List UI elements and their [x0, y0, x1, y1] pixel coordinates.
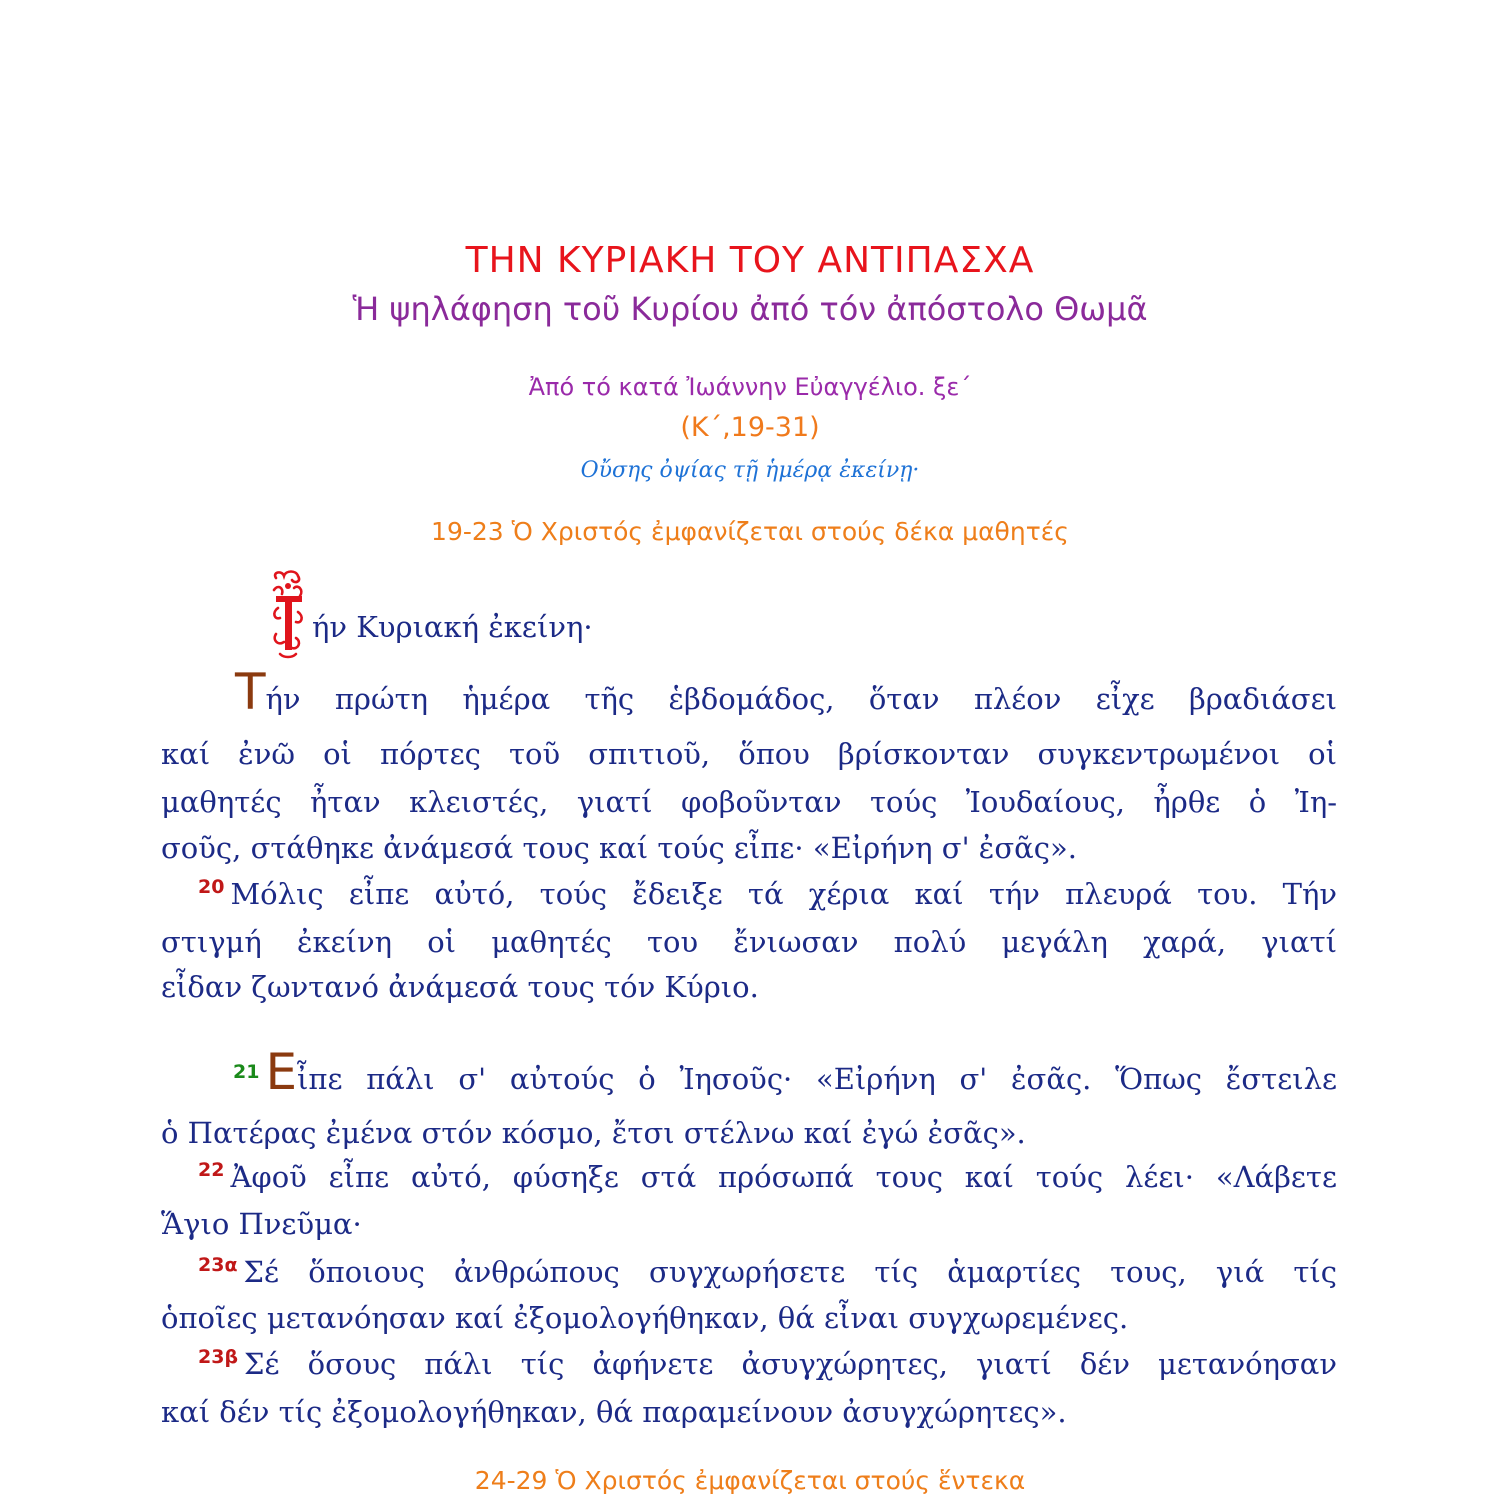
verse-19-line-2: καί ἐνῶ οἱ πόρτες τοῦ σπιτιοῦ, ὅπου βρίσκονταν συγκεντρωμένοι οἱ	[161, 737, 1337, 771]
verse-number-20: 20	[198, 876, 225, 898]
section-heading-24-29: 24-29 Ὁ Χριστός ἐμφανίζεται στούς ἕντεκα	[474, 1466, 1026, 1495]
verse-20-line-2: στιγμή ἐκείνη οἱ μαθητές του ἔνιωσαν πολύ μεγάλη χαρά, γιατί	[161, 925, 1337, 959]
dropcap-tau: Τ	[235, 663, 266, 721]
verse-21-line-1: $^{21}$ Εἶπε πάλι σ' αὐτούς ὁ Ἰησοῦς· «Εἰρήνη σ' ἐσᾶς. Ὅπως ἔστειλε	[233, 1043, 1337, 1101]
dropcap-epsilon: Ε	[265, 1043, 298, 1101]
verse-20-line-1: $^{20}$ Μόλις εἶπε αὐτό, τούς ἔδειξε τά χέρια καί τήν πλευρά του. Τήν	[198, 876, 1337, 911]
verse-23a-line-1: $^{23\alpha}$ Σέ ὅποιους ἀνθρώπους συγχωρήσετε τίς ἁμαρτίες τους, γιά τίς	[198, 1254, 1337, 1289]
opening-line-text: ήν Κυριακή ἐκείνη·	[312, 610, 593, 644]
verse-20-line-3: εἶδαν ζωντανό ἀνάμεσά τους τόν Κύριο.	[161, 970, 759, 1004]
verse-19-line-4: σοῦς, στάθηκε ἀνάμεσά τους καί τούς εἶπε· «Εἰρήνη σ' ἐσᾶς».	[161, 831, 1077, 865]
verse-number-22: 22	[198, 1159, 225, 1181]
verse-21-line-2: ὁ Πατέρας ἐμένα στόν κόσμο, ἔτσι στέλνω καί ἐγώ ἐσᾶς».	[161, 1116, 1026, 1150]
verse-23b-line-2: καί δέν τίς ἐξομολογήθηκαν, θά παραμείνουν ἀσυγχώρητες».	[161, 1395, 1067, 1429]
verse-22-line-2: Ἅγιο Πνεῦμα·	[161, 1207, 362, 1241]
incipit: Οὔσης ὀψίας τῇ ἡμέρᾳ ἐκείνῃ·	[580, 458, 920, 483]
verse-number-21: 21	[233, 1061, 260, 1083]
verse-23a-line-2: ὁποῖες μετανόησαν καί ἐξομολογήθηκαν, θά εἶναι συγχωρεμένες.	[161, 1301, 1129, 1335]
verse-19-line-1: Τήν πρώτη ἡμέρα τῆς ἑβδομάδος, ὅταν πλέον εἶχε βραδιάσει	[235, 663, 1337, 721]
verse-23b-line-1: $^{23\beta}$ Σέ ὅσους πάλι τίς ἀφήνετε ἀσυγχώρητες, γιατί δέν μετανόησαν	[198, 1346, 1337, 1381]
chapter-reference: (Κ΄,19-31)	[680, 412, 820, 443]
verse-number-23a: 23α	[198, 1254, 238, 1276]
gospel-source: Ἀπό τό κατά Ἰωάννην Εὐαγγέλιο. ξε΄	[528, 373, 972, 401]
page-title: ΤΗΝ ΚΥΡΙΑΚΗ ΤΟΥ ΑΝΤΙΠΑΣΧΑ	[465, 240, 1035, 281]
verse-19-line-3: μαθητές ἦταν κλειστές, γιατί φοβοῦνταν τούς Ἰουδαίους, ἦρθε ὁ Ἰη-	[161, 785, 1337, 819]
verse-22-line-1: $^{22}$ Ἀφοῦ εἶπε αὐτό, φύσηξε στά πρόσωπά τους καί τούς λέει· «Λάβετε	[198, 1159, 1337, 1194]
page-subtitle: Ἡ ψηλάφηση τοῦ Κυρίου ἀπό τόν ἀπόστολο Θωμᾶ	[352, 290, 1148, 328]
section-heading-19-23: 19-23 Ὁ Χριστός ἐμφανίζεται στούς δέκα μαθητές	[431, 517, 1069, 546]
ornate-initial-tau-icon	[268, 568, 308, 660]
verse-number-23b: 23β	[198, 1346, 239, 1368]
